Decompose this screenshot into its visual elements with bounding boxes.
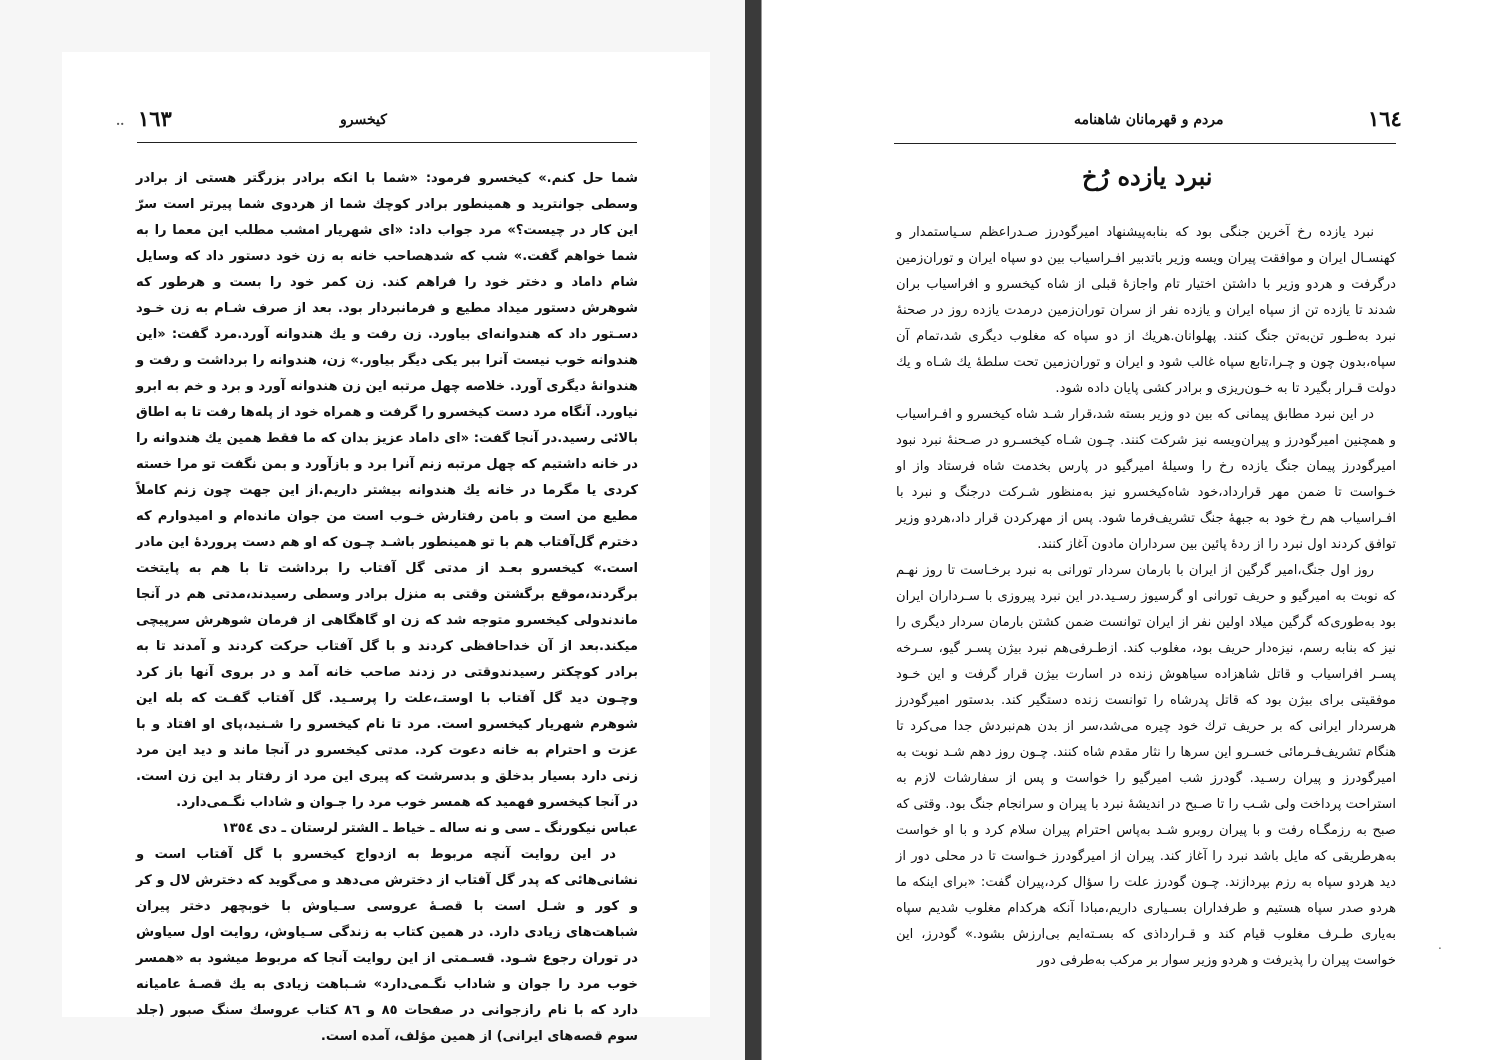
margin-mark: . <box>1438 938 1442 952</box>
attribution-line: عباس نیکورنگ ـ سی و نه ساله ـ خیاط ـ الشتر لرستان ـ دی ١٣٥٤ <box>221 821 638 836</box>
margin-mark: .. <box>116 114 125 128</box>
paragraph: شما حل کنم.» کیخسرو فرمود: «شما با انکه برادر بزرگتر هستی از برادر وسطی جوانترید و همینطور برادر کوچك شما از هردوی شما پیرتر است سرّ این کار در چیست؟» مرد جواب داد: «ای شهریار امشب مطلب این معما را به شما خواهم گفت.» شب که شدهصاحب خانه به زن خود دستور داد که وسایل شام داماد و دختر خود را فراهم کند. زن کمر خود را بست و هرطور که شوهرش دستور میداد مطیع و فرمانبردار بود. بعد از صرف شـام به زن خـود دسـتور داد که هندوانه‌ای بیاورد. زن رفت و یك هندوانه آورد.مرد گفت: «این هندوانه خوب نیست آنرا ببر یکی دیگر بیاور.» زن، هندوانه را برداشت و رفت و هندوانهٔ دیگری آورد. خلاصه چهل مرتبه این زن هندوانه آورد و برد و خم به ابرو نیاورد. آنگاه مرد دست کیخسرو را گرفت و همراه خود از پله‌ها رفت تا به اطاق بالائی رسید.در آنجا گفت: «ای داماد عزیز بدان که ما فقط همین یك هندوانه را در خانه داشتیم که چهل مرتبه زنم آنرا برد و بازآورد و بمن نگفت تو مرا خسته کردی یا مگرما در خانه یك هندوانه بیشتر داریم.از این جهت چون زنم کاملاً مطیع من است و بامن رفتارش خـوب است من جوان مانده‌ام و امیدوارم که دخترم گل‌آفتاب هم با تو همینطور باشـد چـون که او هم دست پروردهٔ این مادر است.» کیخسرو بعـد از مدتی گل آفتاب را برداشت تا با هم به پایتخت برگردند،موقع برگشتن وقتی به منزل برادر وسطی رسیدند،مدتی هم در آنجا ماندندولی کیخسرو متوجه شد که زن او گاهگاهی از فرمان شوهرش سرپیچی میکند.بعد از آن خداحافظی کردند و با گل آفتاب حرکت کردند و آمدند تا به برادر کوچکتر رسیدندوقتی در زدند صاحب خانه آمد و در بروی آنها باز کرد وچـون دید گل آفتاب با اوستـ،علت را پرسـید. گل آفتاب گفـت که بله این شوهرم شهریار کیخسرو است. مرد تا نام کیخسرو را شـنید،پای او افتاد و با عزت و احترام به خانه دعوت کرد. مدتی کیخسرو در آنجا ماند و دید این مرد زنی دارد بسیار بدخلق و بدسرشت که پیری این مرد از رفتار بد این زن است. در آنجا کیخسرو فهمید که همسر خوب مرد را جـوان و شاداب نگـمی‌دارد. <box>136 171 638 810</box>
running-title: کیخسرو <box>340 112 387 128</box>
right-book-page <box>762 0 1504 1060</box>
page-number: ١٦٣ <box>138 106 172 131</box>
left-page-body <box>136 166 638 1050</box>
paragraph: نبرد یازده رخ آخرین جنگی بود که بنابه‌پیشنهاد امیرگودرز صـدراعظم سـیاستمدار و کهنسـال ایران و موافقت پیران ویسه وزیر باتدبیر افـراسیاب بین دو سپاه ایران و توران‌زمین درگرفت و هردو وزیر با داشتن اختیار تام واجازهٔ قبلی از شاه کیخسرو و افراسیاب بران شدند تا یازده تن از سپاه ایران و یازده نفر از سران توران‌زمین درمدت یازده روز در صحنهٔ نبرد به‌طـور تن‌به‌تن جنگ کنند. پهلوانان.هریك از دو سپاه که مغلوب دیگری شد،تمام آن سپاه،بدون چون و چـرا،تابع سپاه غالب شود و ایران و توران‌زمین تحت سلطهٔ یك شـاه و یك دولت قـرار بگیرد تا به خـون‌ریزی و برادر کشی پایان داده شود. <box>896 225 1396 396</box>
running-title: مردم و قهرمانان شاهنامه <box>1074 112 1224 128</box>
book-gutter <box>745 0 762 1060</box>
left-page-header <box>0 0 745 140</box>
paragraph: در این روایت آنچه مربوط به ازدواج کیخسرو با گل آفتاب است و نشانی‌هائی که پدر گل آفتاب از دخترش می‌دهد و می‌گوید که دخترش لال و کر و کور و شـل است با قصـهٔ عروسی سـیاوش با خوبچهر دختر پیران شباهت‌های زیادی دارد. در همین کتاب به زندگی سـیاوش، روایت اول سیاوش در توران رجوع شـود. قسـمتی از این روایت آنجا که مربوط میشود به «همسر خوب مرد را جوان و شاداب نگـمی‌دارد» شـباهت زیادی به یك قصـهٔ عامیانه دارد که با نام رازجوانی در صفحات ٨٥ و ٨٦ کتاب عروسك سنگ صبور (جلد سوم قصه‌های ایرانی) از همین مؤلف، آمده است. <box>136 847 638 1044</box>
header-rule <box>894 143 1396 144</box>
paragraph: روز اول جنگ،امیر گرگین از ایران با بارمان سردار تورانی به نبرد برخـاست تا روز نهـم که نوبت به امیرگیو و حریف تورانی او گرسیوز رسـید.در این نبرد پیروزی با سـرداران ایران بود به‌طوری‌که گرگین میلاد اولین نفر از ایران توانست ضمن کشتن بارمان سردار دیگری را نیز که بنابه رسم، نیزه‌دار حریف بود، مغلوب کند. ازطـرفی‌هم نبرد بیژن پسـر گیو، سـرخه پسـر افراسیاب و قاتل شاهزاده سیاهوش زنده در اسارت بیژن قرار گرفت و این خـود موفقیتی برای بیژن بود که قاتل پدرشاه را توانست زنده دستگیر کند. بدستور امیرگودرز هرسردار ایرانی که بر حریف ترك خود چیره می‌شد،سر از بدن هم‌نبردش جدا می‌کرد تا هنگام تشریف‌فـرمائی خسـرو این سرها را نثار مقدم شاه کنند. چـون روز دهم شـد نوبت به امیرگودرز و پیران رسـید. گودرز شب امیرگیو را خواست و پس از سفارشات لازم به استراحت پرداخت ولی شـب را تا صـبح در اندیشهٔ نبرد با پیران و سرانجام جنگ بود. وقتی که صبح به رزمگـاه رفت و با پیران روبرو شـد به‌پاس احترام پیران سلام کرد و با او خواست به‌هرطریقی که مایل باشد نبرد را آغاز کند. پیران از امیرگودرز خـواست تا در محلی دور از دید هردو سپاه به رزم بپردازند. چـون گودرز علت را سؤال کرد،پیران گفت: «برای اینکه ما هردو صدر سپاه هستیم و طرفداران بسـیاری داریم،مبادا آنکه هرکدام مغلوب شدیم سپاه به‌یاری طـرف مغلوب قیام کند و قـرارداذی که بسـته‌ایم بی‌ارزش بشود.» گودرز، این خواست پیران را پذیرفت و هردو وزیر سوار بر مرکب به‌طرفی دور <box>896 563 1396 968</box>
chapter-title: نبرد یازده رُخ <box>1082 162 1213 191</box>
right-page-header <box>762 0 1504 140</box>
page-number: ١٦٤ <box>1368 106 1402 131</box>
paragraph: در این نبرد مطابق پیمانی که بین دو وزیر بسته شد،قرار شـد شاه کیخسرو و افـراسیاب و همچنین امیرگودرز و پیران‌ویسه نیز شرکت کنند. چـون شـاه کیخسـرو در صـحنهٔ نبرد نبود امیرگودرز پیمان جنگ یازده رخ را وسیلهٔ امیرگیو در پارس بخدمت شاه فرستاد واز او خـواست تا ضمن مهر قرارداد،خود شاه‌کیخسرو نیز به‌منظور شـرکت درجنگ و نبرد با افـراسیاب هم رخ خود به جبههٔ جنگ تشریف‌فرما شود. پس از مهرکردن قرار داد،هردو وزیر توافق کردند اول نبرد را از ردهٔ پائین بین سرداران مادون آغاز کنند. <box>896 407 1396 552</box>
header-rule <box>137 142 637 143</box>
left-book-page <box>0 0 745 1060</box>
right-page-body <box>896 220 1396 974</box>
